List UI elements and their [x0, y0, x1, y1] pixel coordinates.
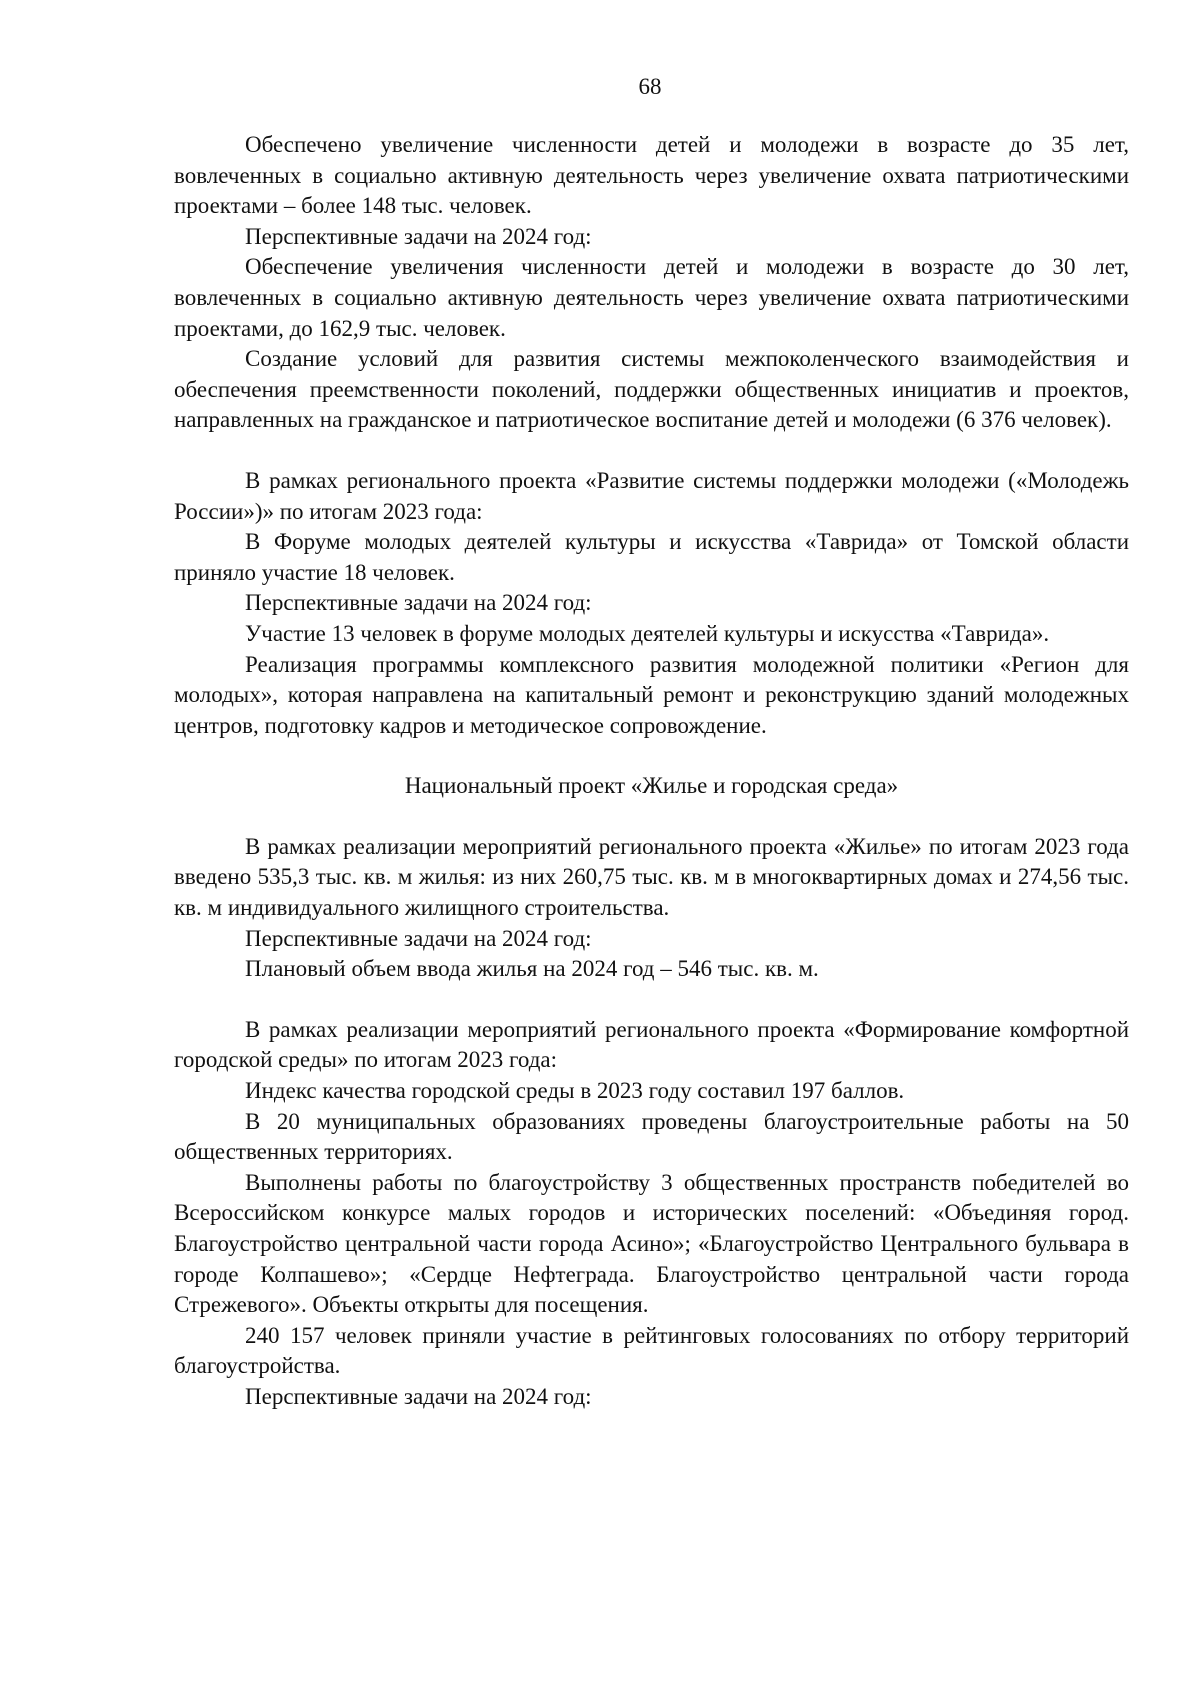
paragraph: Перспективные задачи на 2024 год: [245, 223, 592, 249]
paragraph: 240 157 человек приняли участие в рейтинговых голосованиях по отбору территорий благоустройства. [174, 1322, 1129, 1379]
paragraph: Плановый объем ввода жилья на 2024 год – 546 тыс. кв. м. [245, 956, 819, 982]
section-gap [174, 436, 1129, 466]
paragraph: Перспективные задачи на 2024 год: [245, 590, 592, 616]
paragraph: Перспективные задачи на 2024 год: [245, 925, 592, 951]
section-gap [174, 985, 1129, 1015]
paragraph: В 20 муниципальных образованиях проведены благоустроительные работы на 50 общественных территориях. [174, 1108, 1129, 1165]
paragraph: Реализация программы комплексного развития молодежной политики «Регион для молодых», которая направлена на капитальный ремонт и реконструкцию зданий молодежных центров, подготовку кадров и методическое сопровождение. [174, 651, 1129, 738]
paragraph: Индекс качества городской среды в 2023 году составил 197 баллов. [245, 1078, 905, 1104]
paragraph: Создание условий для развития системы межпоколенческого взаимодействия и обеспечения преемственности поколений, поддержки общественных инициатив и проектов, направленных на гражданское и патриотическое воспитание детей и молодежи (6 376 человек). [174, 346, 1129, 433]
paragraph: В рамках реализации мероприятий регионального проекта «Жилье» по итогам 2023 года введено 535,3 тыс. кв. м жилья: из них 260,75 тыс. кв. м в многоквартирных домах и 274,56 тыс. кв. м индивидуального жилищного строительства. [174, 833, 1129, 921]
paragraph: В рамках регионального проекта «Развитие системы поддержки молодежи («Молодежь России»)» по итогам 2023 года: [174, 467, 1129, 524]
paragraph: В Форуме молодых деятелей культуры и искусства «Таврида» от Томской области приняло участие 18 человек. [174, 529, 1129, 585]
paragraph: В рамках реализации мероприятий регионального проекта «Формирование комфортной городской среды» по итогам 2023 года: [174, 1016, 1129, 1073]
section-gap [174, 741, 1129, 771]
page-number: 68 [638, 74, 662, 99]
paragraph: Перспективные задачи на 2024 год: [245, 1383, 592, 1409]
document-body [174, 130, 1129, 1413]
section-gap [174, 802, 1129, 832]
paragraph: Выполнены работы по благоустройству 3 общественных пространств победителей во Всероссийском конкурсе малых городов и исторических поселений: «Объединяя город. Благоустройство центральной части города Асино»; «Благоустройство Центрального бульвара в городе Колпашево»; «Сердце Нефтеграда. Благоустройство центральной части города Стрежевого». Объекты открыты для посещения. [174, 1169, 1129, 1318]
paragraph: Участие 13 человек в форуме молодых деятелей культуры и искусства «Таврида». [245, 620, 1050, 646]
paragraph: Обеспечено увеличение численности детей и молодежи в возрасте до 35 лет, вовлеченных в социально активную деятельность через увеличение охвата патриотическими проектами – более 148 тыс. человек. [174, 132, 1129, 219]
paragraph: Обеспечение увеличения численности детей и молодежи в возрасте до 30 лет, вовлеченных в социально активную деятельность через увеличение охвата патриотическими проектами, до 162,9 тыс. человек. [174, 254, 1129, 341]
section-heading: Национальный проект «Жилье и городская среда» [404, 773, 899, 799]
